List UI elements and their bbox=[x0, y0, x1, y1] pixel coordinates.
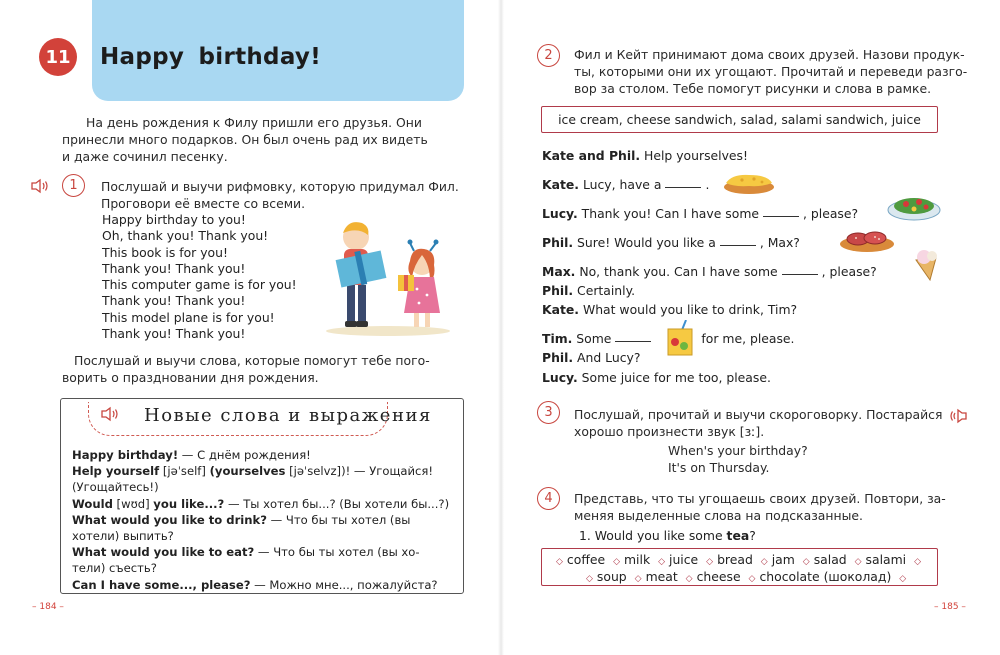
book-gutter bbox=[498, 0, 504, 655]
answer-blank[interactable] bbox=[763, 216, 799, 217]
instruction-line: Фил и Кейт принимают дома своих друзей. Назови продук- bbox=[574, 47, 965, 62]
vocab-translation: — Что бы ты хотел (вы хо- bbox=[254, 545, 420, 560]
answer-blank[interactable] bbox=[615, 341, 651, 342]
food-words-box bbox=[541, 548, 938, 586]
tongue-twister bbox=[668, 442, 808, 476]
dialogue-text: , please? bbox=[821, 264, 877, 279]
separator-dot: ◇ bbox=[586, 574, 593, 584]
separator-dot: ◇ bbox=[556, 557, 563, 567]
rhyme-line: This book is for you! bbox=[102, 244, 228, 260]
food-row-1 bbox=[552, 552, 925, 567]
food-word: salad bbox=[813, 552, 847, 567]
separator-dot: ◇ bbox=[634, 574, 642, 584]
dialogue-line bbox=[542, 148, 748, 163]
vocab-transcription: [wʊd] bbox=[112, 496, 154, 511]
twister-line: When's your birthday? bbox=[668, 443, 808, 458]
food-word: cheese bbox=[696, 569, 741, 584]
dialogue-text: for me, please. bbox=[701, 331, 795, 346]
exercise-4-instruction bbox=[574, 490, 946, 524]
ice-cream-icon bbox=[910, 248, 940, 282]
food-word: salami bbox=[865, 552, 907, 567]
rhyme-line: This model plane is for you! bbox=[102, 309, 275, 325]
dialogue-text: , please? bbox=[803, 206, 859, 221]
separator-dot: ◇ bbox=[899, 574, 907, 584]
example-text: ? bbox=[749, 528, 756, 543]
vocab-entry bbox=[72, 577, 456, 593]
vocab-term: What would you like to drink? bbox=[72, 512, 267, 527]
instruction-line: Проговори её вместе со всеми. bbox=[101, 196, 306, 211]
dialogue-text: Thank you! Can I have some bbox=[577, 206, 760, 221]
highlighted-word: tea bbox=[726, 528, 750, 543]
vocab-translation: — Угощайся! bbox=[350, 464, 434, 479]
vocab-transcription: [jəˈselvz])! bbox=[285, 464, 351, 479]
separator-dot: ◇ bbox=[802, 557, 810, 567]
speaker-name: Lucy. bbox=[542, 206, 578, 221]
dialogue-text: Lucy, have a bbox=[579, 177, 662, 192]
speaker-name: Kate. bbox=[542, 302, 579, 317]
dialogue-line bbox=[542, 206, 858, 221]
vocab-entry: тели) съесть? bbox=[72, 561, 157, 576]
instruction-line: хорошо произнести звук [ɜː]. bbox=[574, 424, 765, 439]
vocab-entry bbox=[72, 496, 456, 512]
food-row-2 bbox=[582, 569, 910, 584]
page-title: Happy birthday! bbox=[100, 44, 322, 70]
vocab-term: Would bbox=[72, 496, 113, 511]
answer-blank[interactable] bbox=[782, 274, 818, 275]
separator-dot: ◇ bbox=[685, 574, 693, 584]
rhyme-line: Thank you! Thank you! bbox=[102, 326, 246, 342]
vocab-translation: — Что бы ты хотел (вы bbox=[266, 512, 411, 527]
intro-paragraph bbox=[62, 114, 458, 165]
word-box: ice cream, cheese sandwich, salad, salami sandwich, juice bbox=[541, 106, 938, 133]
salad-icon bbox=[886, 190, 942, 222]
speaker-name: Tim. bbox=[542, 331, 573, 346]
dialogue-text: And Lucy? bbox=[573, 350, 641, 365]
dialogue-text: What would you like to drink, Tim? bbox=[579, 302, 798, 317]
audio-speaker-icon[interactable] bbox=[30, 178, 50, 194]
intro-line: и даже сочинил песенку. bbox=[62, 149, 228, 164]
vocab-term: (yourselves bbox=[209, 464, 286, 479]
left-page-number: – 184 – bbox=[32, 602, 64, 612]
vocabulary-audio-icon[interactable] bbox=[100, 406, 120, 422]
vocab-entry bbox=[72, 544, 456, 560]
dialogue-text: . bbox=[705, 177, 710, 192]
dialogue-line bbox=[542, 177, 709, 192]
twister-line: It's on Thursday. bbox=[668, 460, 770, 475]
exercise-4-number: 4 bbox=[537, 487, 560, 510]
food-word: coffee bbox=[566, 552, 606, 567]
food-word: meat bbox=[645, 569, 678, 584]
dialogue-text: Certainly. bbox=[573, 283, 636, 298]
exercise-2-number: 2 bbox=[537, 44, 560, 67]
separator-dot: ◇ bbox=[854, 557, 862, 567]
dialogue-line bbox=[542, 283, 635, 298]
kids-with-gifts-illustration bbox=[318, 215, 460, 337]
exercise-1-number: 1 bbox=[62, 174, 85, 197]
speaker-name: Phil. bbox=[542, 235, 574, 250]
speaker-name: Lucy. bbox=[542, 370, 578, 385]
exercise-1-instruction bbox=[101, 178, 459, 212]
instruction-line: ты, которыми они их угощают. Прочитай и переведи разго- bbox=[574, 64, 968, 79]
instruction-line: Представь, что ты угощаешь своих друзей. Повтори, за- bbox=[574, 491, 946, 506]
exercise-4-example bbox=[579, 528, 756, 543]
separator-dot: ◇ bbox=[914, 557, 922, 567]
intro-line: принесли много подарков. Он был очень рад их видеть bbox=[62, 132, 428, 147]
vocab-entry bbox=[72, 447, 456, 463]
vocab-entry bbox=[72, 463, 456, 479]
cheese-sandwich-icon bbox=[722, 170, 776, 196]
vocab-term: What would you like to eat? bbox=[72, 545, 255, 560]
instruction-line: Послушай и выучи рифмовку, которую придумал Фил. bbox=[101, 179, 459, 194]
rhyme-line: This computer game is for you! bbox=[102, 277, 297, 293]
example-text: 1. Would you like some bbox=[579, 528, 727, 543]
food-word: juice bbox=[669, 552, 699, 567]
rhyme-line: Oh, thank you! Thank you! bbox=[102, 228, 269, 244]
dialogue-line bbox=[542, 302, 797, 317]
food-word: chocolate (шоколад) bbox=[759, 569, 892, 584]
listen-paragraph bbox=[62, 352, 458, 386]
separator-dot: ◇ bbox=[760, 557, 768, 567]
dialogue-text: Some juice for me too, please. bbox=[577, 370, 771, 385]
vocab-transcription: [jəˈself] bbox=[159, 464, 210, 479]
vocabulary-heading: Новые слова и выражения bbox=[144, 405, 432, 426]
speaker-name: Kate and Phil. bbox=[542, 148, 641, 163]
exercise-3-number: 3 bbox=[537, 401, 560, 424]
vocabulary-list bbox=[72, 447, 456, 593]
dialogue-line bbox=[542, 370, 771, 385]
vocab-translation: — Можно мне..., пожалуйста? bbox=[250, 577, 438, 592]
dialogue-text: Some bbox=[572, 331, 612, 346]
separator-dot: ◇ bbox=[706, 557, 714, 567]
dialogue-text: Sure! Would you like a bbox=[573, 235, 716, 250]
dialogue-line bbox=[542, 235, 800, 250]
food-word: bread bbox=[717, 552, 753, 567]
vocab-term: you like...? bbox=[153, 496, 225, 511]
rhyme-line: Happy birthday to you! bbox=[102, 212, 246, 227]
speaker-name: Phil. bbox=[542, 283, 574, 298]
vocab-term: Help yourself bbox=[72, 464, 160, 479]
speaker-name: Phil. bbox=[542, 350, 574, 365]
separator-dot: ◇ bbox=[613, 557, 620, 567]
listen-line: Послушай и выучи слова, которые помогут тебе пого- bbox=[74, 353, 430, 368]
intro-line: На день рождения к Филу пришли его друзья. Они bbox=[86, 115, 422, 130]
exercise-3-audio-icon[interactable] bbox=[948, 408, 968, 424]
vocab-translation: — С днём рождения! bbox=[178, 448, 311, 462]
salami-sandwich-icon bbox=[838, 226, 896, 254]
instruction-line: меняя выделенные слова на подсказанные. bbox=[574, 508, 863, 523]
separator-dot: ◇ bbox=[658, 557, 665, 567]
birthday-rhyme bbox=[102, 212, 297, 342]
speaker-name: Kate. bbox=[542, 177, 579, 192]
juice-box-icon bbox=[664, 320, 698, 356]
dialogue-text: No, thank you. Can I have some bbox=[575, 264, 778, 279]
right-page-number: – 185 – bbox=[934, 602, 966, 612]
dialogue-text: Help yourselves! bbox=[640, 148, 748, 163]
rhyme-line: Thank you! Thank you! bbox=[102, 293, 246, 309]
rhyme-line: Thank you! Thank you! bbox=[102, 260, 246, 276]
vocab-entry bbox=[72, 512, 456, 528]
food-word: milk bbox=[623, 552, 651, 567]
lesson-number-badge: 11 bbox=[39, 38, 77, 76]
vocab-translation: — Ты хотел бы...? (Вы хотели бы...?) bbox=[224, 496, 450, 511]
exercise-2-instruction bbox=[574, 46, 967, 97]
exercise-3-instruction bbox=[574, 406, 942, 440]
instruction-line: Послушай, прочитай и выучи скороговорку. Постарайся bbox=[574, 407, 943, 422]
vocab-term: Can I have some..., please? bbox=[72, 577, 251, 592]
listen-line: ворить о праздновании дня рождения. bbox=[62, 370, 319, 385]
dialogue-line bbox=[542, 350, 640, 365]
speaker-name: Max. bbox=[542, 264, 576, 279]
instruction-line: вор за столом. Тебе помогут рисунки и слова в рамке. bbox=[574, 81, 932, 96]
separator-dot: ◇ bbox=[748, 574, 756, 584]
answer-blank[interactable] bbox=[720, 245, 756, 246]
vocab-term: Happy birthday! bbox=[72, 448, 179, 462]
dialogue-text: , Max? bbox=[759, 235, 800, 250]
food-word: jam bbox=[771, 552, 795, 567]
food-word: soup bbox=[596, 569, 627, 584]
vocab-entry: (Угощайтесь!) bbox=[72, 480, 159, 495]
vocab-entry: хотели) выпить? bbox=[72, 529, 174, 544]
answer-blank[interactable] bbox=[665, 187, 701, 188]
dialogue-line bbox=[542, 264, 877, 279]
